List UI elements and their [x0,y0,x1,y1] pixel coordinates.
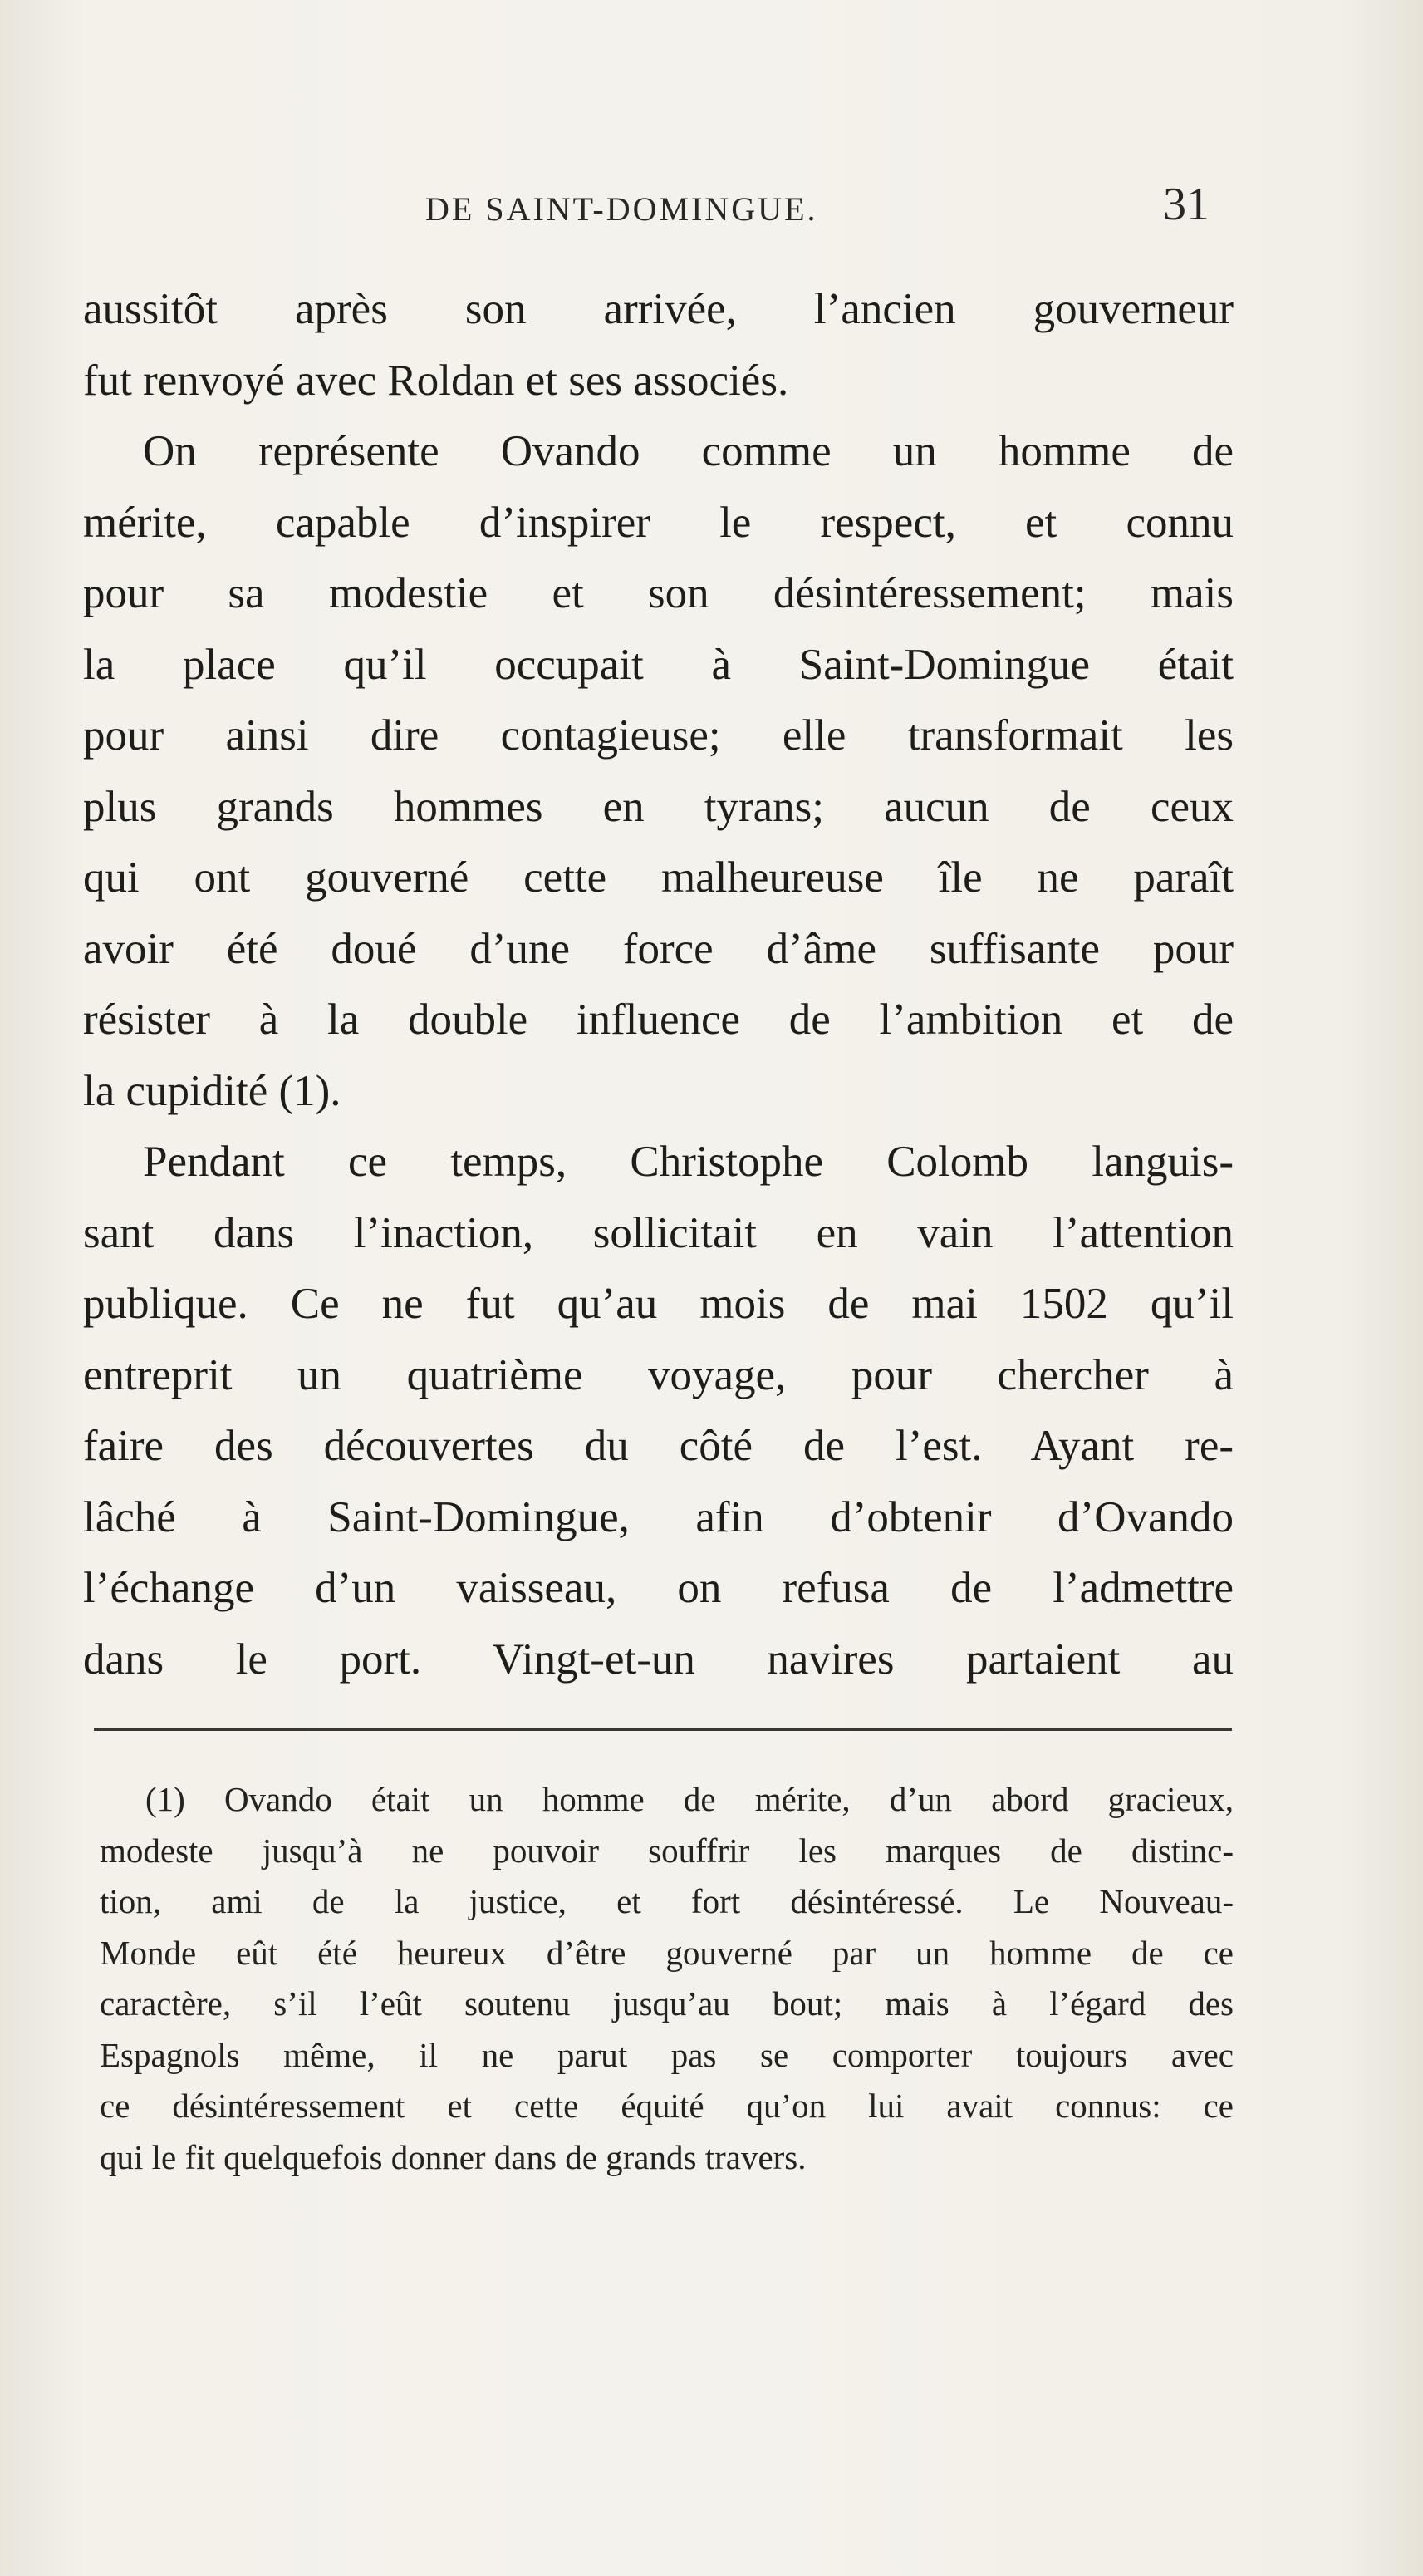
running-title: DE SAINT-DOMINGUE. [425,190,818,228]
text-line: faire des découvertes du côté de l’est. Ayant re- [83,1422,1234,1470]
text-line: la cupidité (1). [83,1066,341,1115]
footnote-line: caractère, s’il l’eût soutenu jusqu’au bout; mais à l’égard des [100,1984,1234,2023]
main-text [83,274,1234,1695]
text-line: Pendant ce temps, Christophe Colomb languis- [143,1138,1234,1186]
text-line: dans le port. Vingt-et-un navires partaient au [83,1635,1234,1684]
text-line: l’échange d’un vaisseau, on refusa de l’admettre [83,1564,1234,1612]
footnote-divider [94,1728,1232,1731]
text-line: sant dans l’inaction, sollicitait en vain l’attention [83,1208,1234,1257]
text-line: pour ainsi dire contagieuse; elle transformait les [83,711,1234,760]
text-line: plus grands hommes en tyrans; aucun de ceux [83,782,1234,831]
footnote [100,1774,1234,2183]
footnote-line: qui le fit quelquefois donner dans de grands travers. [100,2137,807,2176]
text-line: publique. Ce ne fut qu’au mois de mai 1502 qu’il [83,1280,1234,1328]
text-line: entreprit un quatrième voyage, pour chercher à [83,1350,1234,1399]
text-line: la place qu’il occupait à Saint-Domingue était [83,640,1234,689]
text-line: qui ont gouverné cette malheureuse île ne paraît [83,853,1234,902]
footnote-line: ce désintéressement et cette équité qu’on lui avait connus: ce [100,2087,1234,2125]
text-line: aussitôt après son arrivée, l’ancien gouverneur [83,285,1234,333]
footnote-line: modeste jusqu’à ne pouvoir souffrir les marques de distinc- [100,1831,1234,1870]
text-line: On représente Ovando comme un homme de [143,427,1234,475]
page-number: 31 [1163,179,1210,230]
footnote-line: tion, ami de la justice, et fort désintéressé. Le Nouveau- [100,1882,1234,1920]
text-line: pour sa modestie et son désintéressement; mais [83,569,1234,617]
text-line: résister à la double influence de l’ambition et de [83,995,1234,1044]
footnote-line: (1) Ovando était un homme de mérite, d’un abord gracieux, [145,1780,1234,1818]
footnote-line: Espagnols même, il ne parut pas se comporter toujours avec [100,2035,1234,2074]
footnote-line: Monde eût été heureux d’être gouverné par un homme de ce [100,1933,1234,1972]
text-line: lâché à Saint-Domingue, afin d’obtenir d’Ovando [83,1492,1234,1541]
text-line: fut renvoyé avec Roldan et ses associés. [83,356,789,405]
text-line: mérite, capable d’inspirer le respect, et connu [83,498,1234,547]
text-line: avoir été doué d’une force d’âme suffisante pour [83,924,1234,973]
